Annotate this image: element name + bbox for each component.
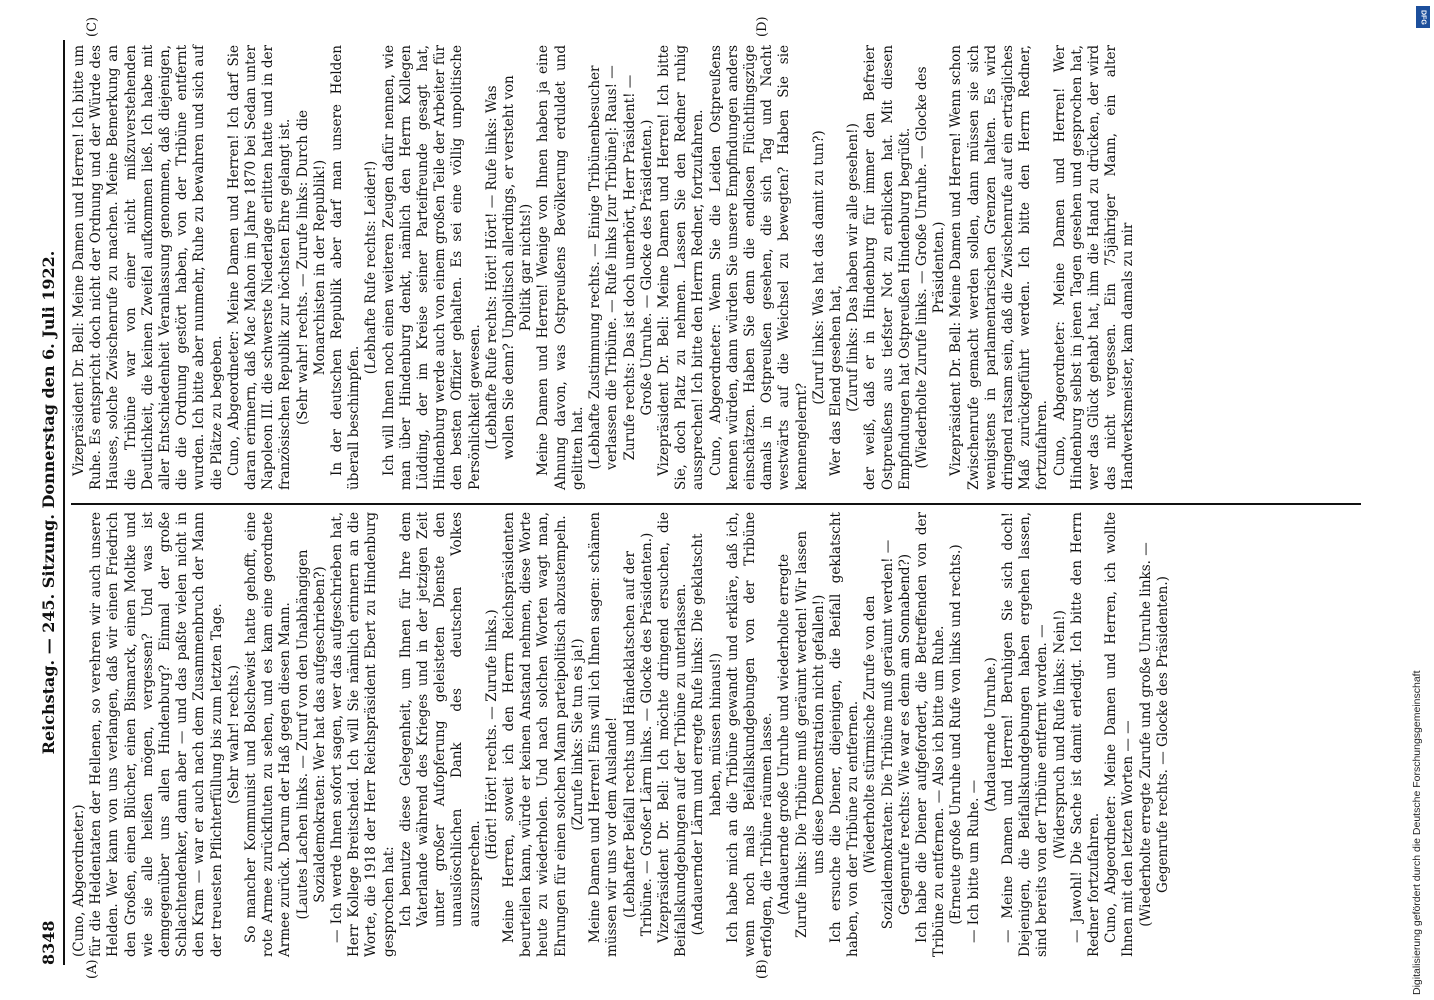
paragraph: (Andauernder Lärm und erregte Rufe links: Die geklatscht haben, müssen hinaus!) [690,533,724,936]
paragraph: Wer das Elend gesehen hat, [827,285,844,476]
paragraph: — Ich bitte um Ruhe. — [965,779,982,943]
paragraph: (Wiederholte stürmische Zurufe von den Sozialdemokraten: Die Tribüne muß geräumt werden! — Gegenrufe rechts: Wie war es denn am Sonnabend?) [862,539,913,930]
paragraph: — Meine Damen und Herren! Beruhigen Sie sich doch! Diejenigen, die Beifallskundgebungen haben ergehen lassen, sind bereits von der Tribüne entfernt worden. — [999,512,1051,957]
paragraph: Vizepräsident Dr. Bell: Meine Damen und Herren! Ich bitte Sie, doch Platz zu nehmen. Lassen Sie den Redner ruhig aussprechen! Ich bitte den Herrn Redner, fortzufahren. [655,45,707,490]
paragraph: (Lebhafte Rufe rechts: Leider!) [363,160,380,375]
paragraph: (Lebhafte Rufe rechts: Hört! Hört! — Rufe links: Was wollen Sie denn? Unpolitisch allerdings, er versteht von Politik gar nichts!) [483,75,535,460]
paragraph: (Cuno, Abgeordneter.) [71,804,87,957]
paragraph: Ich habe die Diener aufgefordert, die Betreffenden von der Tribüne zu entfernen. — Also ich bitte um Ruhe. [913,512,948,957]
paragraph: Meine Damen und Herren! Wenige von Ihnen haben ja eine Ahnung davon, was Ostpreußens Bevölkerung erduldet und gelitten hat. [535,45,586,490]
paragraph: (Widerspruch und Rufe links: Nein!) [1051,610,1068,859]
page-folio: 8348 [39,920,58,965]
paragraph: Vizepräsident Dr. Bell: Ich möchte dringend ersuchen, die Beifallskundgebungen auf der Tribüne zu unterlassen. [655,512,690,957]
margin-marker-d: (D) [755,16,770,37]
paragraph: (Erneute große Unruhe und Rufe von links und rechts.) [948,544,965,925]
right-text-column [71,45,1138,490]
dfg-logo: DFG [1416,6,1430,28]
paragraph: In der deutschen Republik aber darf man unsere Helden überall beschimpfen. [329,45,363,490]
paragraph: (Zurufe links: Sie tun es ja!) [569,638,586,831]
paragraph: Cuno, Abgeordneter: Meine Damen und Herren! Ich darf Sie daran erinnern, daß Mac Mahon im Jahre 1870 bei Sedan unter Napoleon III. die schwerste Niederlage erlitten hatte und in der französischen Republik zur höchsten Ehre gelangt ist. [225,45,294,490]
paragraph: Ich will Ihnen noch einen weiteren Zeugen dafür nennen, wie man über Hindenburg denkt, nämlich den Herrn Kollegen Lüdding, der im Kreise seiner Parteifreunde gesagt hat, Hindenburg werde auch von einem großen Teile der Arbeiter für den besten Offizier gehalten. Es sei eine völlig unpolitische Persönlichkeit gewesen. [380,45,483,490]
digitization-credit-text: Digitalisierung gefördert durch die Deutsche Forschungsgemeinschaft [1411,670,1423,995]
paragraph: — Ich werde Ihnen sofort sagen, wer das aufgeschrieben hat, Herr Kollege Breitscheid. Ich will Sie nämlich erinnern an die Worte, die 1918 der Herr Reichspräsident Ebert zu Hindenburg gesprochen hat: [329,512,397,957]
paragraph: Ich habe mich an die Tribüne gewandt und erkläre, daß ich, wenn noch mals Beifallskundgebungen von der Tribüne erfolgen, die Tribüne räumen lasse. [724,512,776,957]
paragraph: (Sehr wahr! rechts.) [225,664,242,805]
page-header-title: Reichstag. — 245. Sitzung. Donnerstag den 6. Juli 1922. [39,250,58,755]
paragraph: (Wiederholte Zurufe links. — Große Unruhe. — Glocke des Präsidenten.) [913,66,948,469]
paragraph: So mancher Kommunist und Bolschewist hatte gehofft, eine rote Armee zurückfluten zu sehen, und es kam eine geordnete Armee zurück. Darum der Haß gegen diesen Mann. [243,512,294,957]
paragraph: (Hört! Hört! rechts. — Zurufe links.) [483,609,500,860]
header-rule [63,40,65,965]
paragraph: (Lautes Lachen links. — Zuruf von den Unabhängigen Sozialdemokraten: Wer hat das aufgeschrieben?) [294,549,328,920]
paragraph: Ich benutze diese Gelegenheit, um Ihnen für Ihre dem Vaterlande während des Krieges und in der jetzigen Zeit unter großer Aufopferung geleisteten Dienste den unauslöschlichen Dank des deutschen Volkes auszusprechen. [397,512,483,927]
paragraph: Meine Damen und Herren! Eins will ich Ihnen sagen: schämen müssen wir uns vor dem Auslande! [587,512,621,957]
paragraph: Vizepräsident Dr. Bell: Meine Damen und Herren! Wenn schon Zwischenrufe gemacht werden sollen, dann müssen sie sich wenigstens in parlamentarischen Grenzen halten. Es wird dringend ratsam sein, daß die Zwischenrufe auf ein erträgliches Maß zurückgeführt werden. Ich bitte den Herrn Redner, fortzufahren. [948,45,1051,490]
paragraph: Cuno, Abgeordneter: Wenn Sie die Leiden Ostpreußens kennen würden, dann würden Sie unsere Empfindungen anders einschätzen. Haben Sie denn die endlosen Flüchtlingszüge damals in Ostpreußen gesehen, die sich Tag und Nacht westwärts auf die Weichsel zu bewegten? Haben Sie sie kennengelernt? [707,45,810,490]
rotated-newspaper-page [35,16,1375,979]
column-divider [71,503,1361,505]
paragraph: Ich ersuche die Diener, diejenigen, die Beifall geklatscht haben, von der Tribüne zu entfernen. [827,512,862,957]
paragraph: (Andauernde Unruhe.) [982,657,999,812]
paragraph: (Sehr wahr! rechts. — Zurufe links: Durch die Monarchisten in der Republik!) [294,109,328,426]
paragraph: (Zuruf links: Das haben wir alle gesehen!) [845,123,862,412]
margin-marker-b: (B) [755,959,770,979]
paragraph: Cuno, Abgeordneter: Meine Damen und Herren, ich wollte Ihnen mit den letzten Worten — — [1103,512,1137,957]
margin-marker-c: (C) [85,16,100,37]
paragraph: (Wiederholte erregte Zurufe und große Unruhe links. — Gegenrufe rechts. — Glocke des Präsidenten.) [1137,542,1171,927]
paragraph: (Lebhafte Zustimmung rechts. — Einige Tribünenbesucher verlassen die Tribüne. — Rufe links [zur Tribüne]: Raus! — Zurufe rechts: Das ist doch unerhört, Herr Präsident! — Große Unruhe. — Glocke des Präsidenten.) [587,65,655,470]
paragraph: Cuno, Abgeordneter: Meine Damen und Herren! Wer Hindenburg selbst in jenen Tagen gesehen und gesprochen hat, wer das Glück gehabt hat, ihm die Hand zu drücken, der wird das nicht vergessen. Ein 75jähriger Mann, ein alter Handwerksmeister, kam damals zu mir [1051,45,1137,490]
paragraph: Meine Herren, soweit ich den Herrn Reichspräsidenten beurteilen kann, würde er keinen Anstand nehmen, diese Worte heute zu wiederholen. Und nach solchen Worten wagt man, Ehrungen für einen solchen Mann parteipolitisch abzustempeln. [501,512,569,957]
paragraph: — Jawohl! Die Sache ist damit erledigt. Ich bitte den Herrn Redner fortzufahren. [1068,512,1102,957]
paragraph: (Zuruf links: Was hat das damit zu tun?) [810,130,827,405]
paragraph: der weiß, daß er in Hindenburg für immer den Befreier Ostpreußens aus tiefster Not zu erblicken hat. Mit diesen Empfindungen hat Ostpreußen Hindenburg begrüßt. [862,45,913,490]
paragraph: (Andauernde große Unruhe und wiederholte erregte Zurufe links: Die Tribüne muß geräumt werden! Wir lassen uns diese Demonstration nicht gefallen!) [776,530,827,939]
digitization-credit [1410,5,1422,995]
left-text-column [71,512,1172,957]
paragraph: Vizepräsident Dr. Bell: Meine Damen und Herren! Ich bitte um Ruhe. Es entspricht doch nicht der Ordnung und der Würde des Hauses, solche Zwischenrufe zu machen. Meine Bemerkung an die Tribüne war von einer nicht mißzuverstehenden Deutlichkeit, die keinen Zweifel aufkommen ließ. Ich habe mit aller Entschiedenheit Veranlassung genommen, daß diejenigen, die die Ordnung gestört haben, von der Tribüne entfernt wurden. Ich bitte aber nunmehr, Ruhe zu bewahren und sich auf die Plätze zu begeben. [71,45,225,490]
page-header [39,40,63,965]
paragraph: für die Heldentaten der Hellenen, so verehren wir auch unsere Helden. Wer kann von uns verlangen, daß wir einen Friedrich den Großen, einen Blücher, einen Bismarck, einen Moltke und wie sie alle heißen mögen, vergessen? Und was ist demgegenüber uns allen Hindenburg? Einmal der große Schlachtendenker, dann aber — und das paßte vielen nicht in den Kram — war er auch nach dem Zusammenbruch der Mann der treuesten Pflichterfüllung bis zum letzten Tage. [88,512,225,957]
margin-marker-a: (A) [85,959,100,979]
paragraph: (Lebhafter Beifall rechts und Händeklatschen auf der Tribüne. — Großer Lärm links. — Glocke des Präsidenten.) [621,532,655,937]
